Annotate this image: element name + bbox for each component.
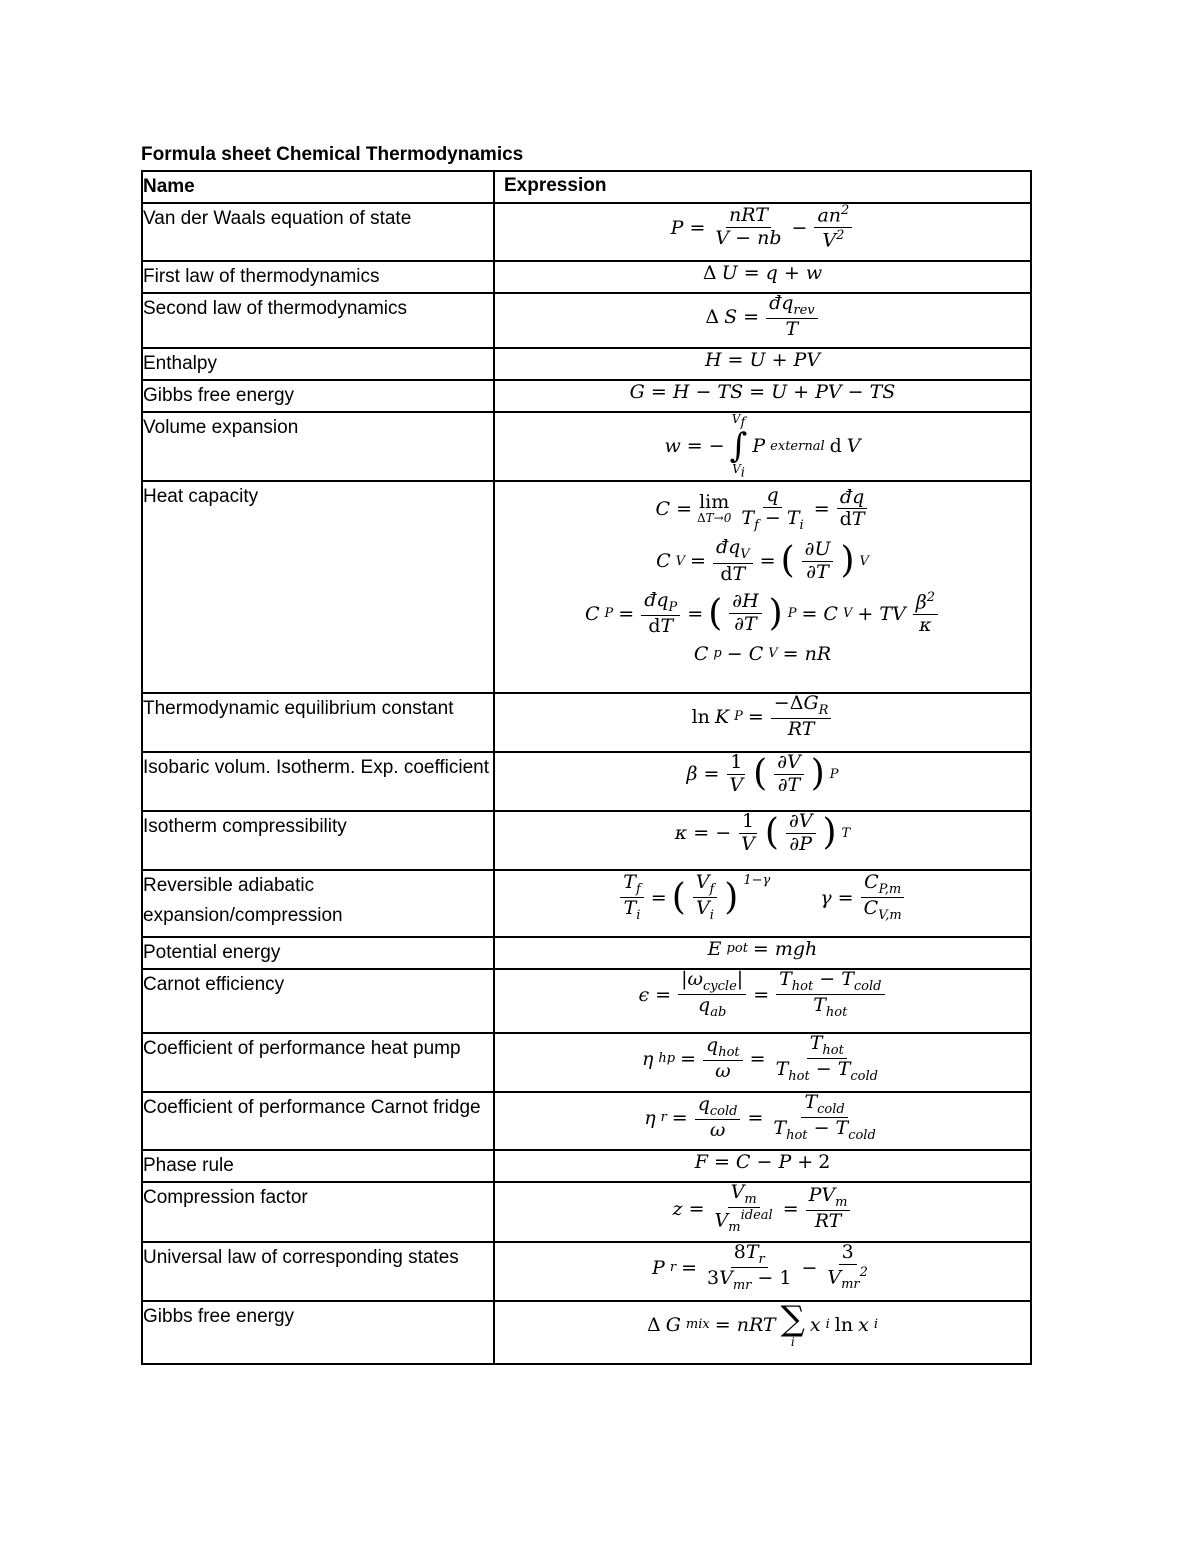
table-row bbox=[142, 937, 1031, 969]
formula-van-der-waals: P = $\frac{\text{nRT}}{V - nb}$ − $\frac{an^2}{V^2}$ bbox=[671, 204, 855, 252]
formula-enthalpy: H = U + PV bbox=[704, 349, 821, 371]
table-row bbox=[142, 380, 1031, 412]
table-row bbox=[142, 261, 1031, 293]
row-expression bbox=[494, 203, 1031, 261]
row-expression bbox=[494, 481, 1031, 693]
table-row bbox=[142, 870, 1031, 937]
table-row bbox=[142, 293, 1031, 348]
table-row bbox=[142, 1182, 1031, 1242]
row-expression bbox=[494, 1092, 1031, 1150]
formula-heat-capacity: C = lim ΔT→0 $\frac{q}{T_f - T_i}$ = $\frac{đq}{dT}$ C V = $\frac{đq_V}{dT}$ = ( $\frac{\partial U}{\partial T}$ ) V C P = $\frac{đq_P}{dT}$ = ( $\frac{\partial H}{\partial T}$ ) P = C V + TV $\frac{\beta^2}{\kappa}$ C p − C V = nR bbox=[495, 482, 1030, 669]
row-name: Potential energy bbox=[142, 937, 494, 969]
formula-table bbox=[141, 170, 1032, 1365]
formula-second-law: Δ S = $\frac{đq_{rev}}{T}$ bbox=[705, 294, 819, 340]
formula-adiabatic: $\frac{T_f}{T_i}$ = ( $\frac{V_f}{V_i}$ ) $^{1-\gamma}$ γ = $\frac{C_{P,m}}{C_{V,m}}$ bbox=[618, 873, 906, 923]
row-name: Carnot efficiency bbox=[142, 969, 494, 1033]
table-row bbox=[142, 348, 1031, 380]
row-name: Thermodynamic equilibrium constant bbox=[142, 693, 494, 752]
header-name: Name bbox=[142, 171, 494, 203]
formula-heat-pump: η hp = $\frac{q_{hot}}{\omega}$ = $\frac{T_{hot}}{T_{hot} - T_{cold}}$ bbox=[642, 1031, 878, 1085]
formula-equilibrium-constant: ln K P = $\frac{-\Delta G_R}{RT}$ bbox=[692, 694, 834, 740]
row-expression bbox=[494, 752, 1031, 811]
row-name: Isotherm compressibility bbox=[142, 811, 494, 870]
table-row bbox=[142, 481, 1031, 693]
table-row bbox=[142, 1092, 1031, 1150]
row-name: Gibbs free energy bbox=[142, 1301, 494, 1364]
row-name: Reversible adiabatic expansion/compression bbox=[142, 870, 494, 937]
row-name: Volume expansion bbox=[142, 412, 494, 481]
table-row bbox=[142, 1242, 1031, 1301]
row-name: Coefficient of performance heat pump bbox=[142, 1033, 494, 1092]
formula-potential-energy: E pot = mgh bbox=[707, 937, 818, 960]
row-expression bbox=[494, 1182, 1031, 1242]
row-expression bbox=[494, 811, 1031, 870]
row-name: Second law of thermodynamics bbox=[142, 293, 494, 348]
row-expression bbox=[494, 1033, 1031, 1092]
row-expression bbox=[494, 348, 1031, 380]
table-row bbox=[142, 203, 1031, 261]
row-expression bbox=[494, 870, 1031, 937]
formula-corresponding-states: P r = $\frac{8T_r}{3V_{mr} - 1}$ − $\frac{3}{V_{mr}^2}$ bbox=[652, 1240, 868, 1294]
header-expression: Expression bbox=[494, 171, 1031, 203]
row-name: Compression factor bbox=[142, 1182, 494, 1242]
row-expression bbox=[494, 937, 1031, 969]
row-name: Van der Waals equation of state bbox=[142, 203, 494, 261]
row-name: Heat capacity bbox=[142, 481, 494, 693]
table-row bbox=[142, 1301, 1031, 1364]
table-row bbox=[142, 1033, 1031, 1092]
formula-first-law: Δ U = q + w bbox=[702, 262, 823, 284]
row-name: Enthalpy bbox=[142, 348, 494, 380]
table-header-row bbox=[142, 171, 1031, 203]
formula-volume-expansion: w = − $V_f$ ∫ $V_i$ P external d V bbox=[664, 412, 861, 481]
formula-gibbs-mixing: Δ G mix = nRT ∑ i x i ln x i bbox=[647, 1298, 878, 1349]
row-name: Isobaric volum. Isotherm. Exp. coefficient bbox=[142, 752, 494, 811]
row-expression bbox=[494, 1298, 1031, 1364]
row-name: Phase rule bbox=[142, 1150, 494, 1182]
row-name: Coefficient of performance Carnot fridge bbox=[142, 1092, 494, 1150]
table-row bbox=[142, 752, 1031, 811]
row-name: Gibbs free energy bbox=[142, 380, 494, 412]
row-expression bbox=[494, 261, 1031, 293]
row-expression bbox=[494, 293, 1031, 348]
table-row bbox=[142, 1150, 1031, 1182]
formula-carnot-fridge: η r = $\frac{q_{cold}}{\omega}$ = $\frac{T_{cold}}{T_{hot} - T_{cold}}$ bbox=[644, 1090, 876, 1144]
table-row bbox=[142, 969, 1031, 1033]
formula-carnot-efficiency: ϵ = $\frac{|\omega_{cycle}|}{q_{ab}}$ = $\frac{T_{hot} - T_{cold}}{T_{hot}}$ bbox=[639, 970, 887, 1020]
formula-expansion-coefficient: β = $\frac{1}{V}$ ( $\frac{\partial V}{\partial T}$ ) P bbox=[686, 750, 839, 796]
row-expression bbox=[494, 380, 1031, 412]
table-row bbox=[142, 412, 1031, 481]
row-expression bbox=[494, 969, 1031, 1033]
row-expression bbox=[494, 1242, 1031, 1301]
table-row bbox=[142, 811, 1031, 870]
row-expression bbox=[494, 693, 1031, 752]
formula-compression-factor: z = $\frac{V_m}{V_m^{ideal}}$ = $\frac{PV_m}{RT}$ bbox=[673, 1183, 853, 1235]
formula-compressibility: κ = − $\frac{1}{V}$ ( $\frac{\partial V}{\partial P}$ ) T bbox=[674, 809, 851, 855]
page-title: Formula sheet Chemical Thermodynamics bbox=[141, 144, 524, 165]
row-name: First law of thermodynamics bbox=[142, 261, 494, 293]
row-expression bbox=[494, 412, 1031, 481]
table-row bbox=[142, 693, 1031, 752]
row-expression bbox=[494, 1150, 1031, 1182]
formula-gibbs: G = H − TS = U + PV − TS bbox=[629, 381, 896, 403]
row-name: Universal law of corresponding states bbox=[142, 1242, 494, 1301]
formula-phase-rule: F = C − P + 2 bbox=[694, 1150, 831, 1173]
